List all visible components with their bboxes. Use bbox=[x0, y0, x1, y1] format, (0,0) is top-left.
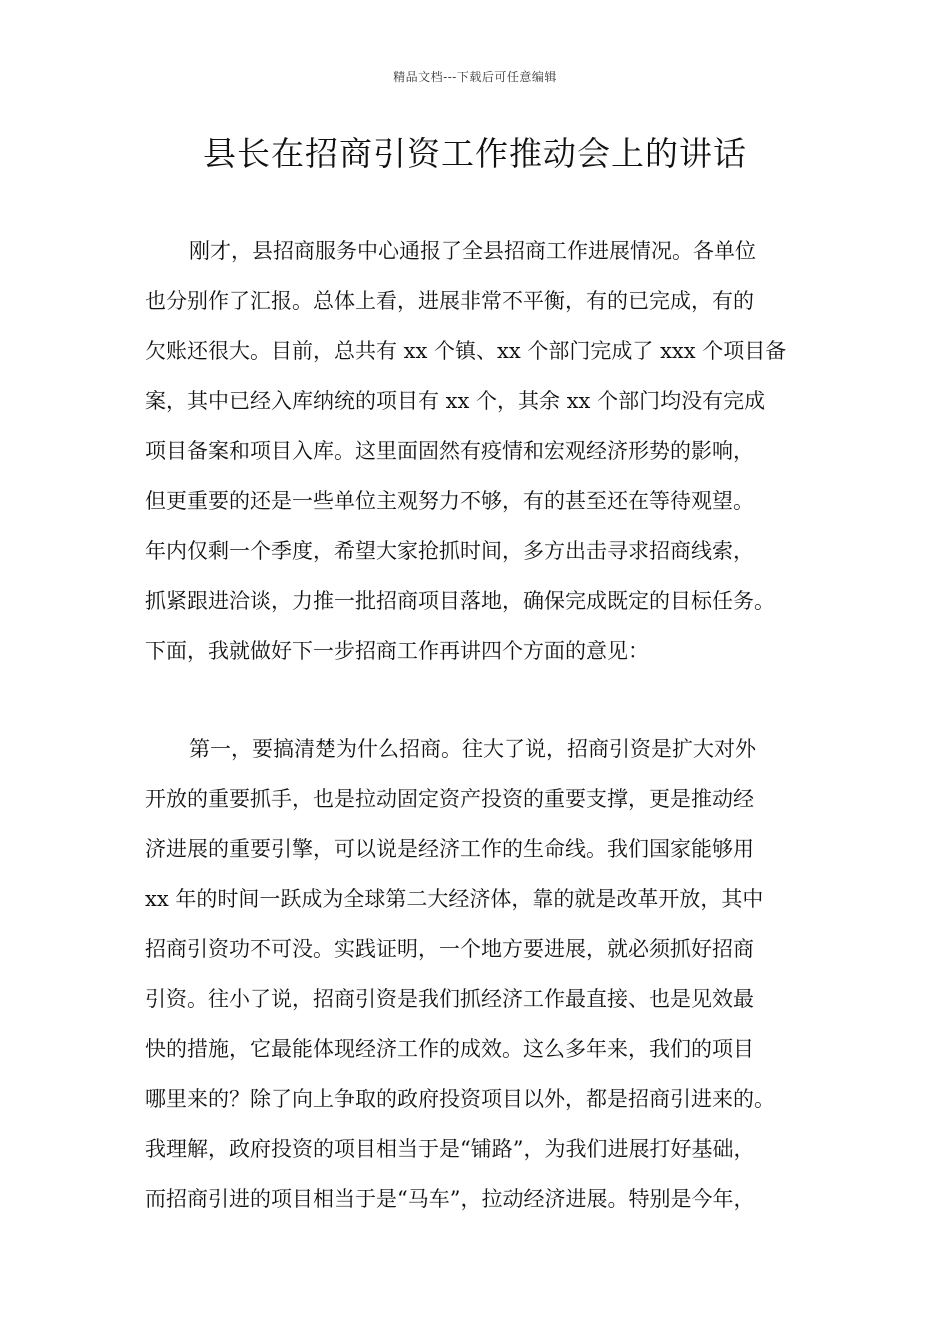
paragraph-line: 济进展的重要引擎，可以说是经济工作的生命线。我们国家能够用 bbox=[145, 837, 754, 861]
paragraph-line: 抓紧跟进洽谈，力推一批招商项目落地，确保完成既定的目标任务。 bbox=[145, 589, 775, 613]
paragraph-2 bbox=[145, 724, 825, 1224]
paragraph-line: xx 年的时间一跃成为全球第二大经济体，靠的就是改革开放，其中 bbox=[145, 887, 764, 911]
paragraph-line: 我理解，政府投资的项目相当于是“铺路”，为我们进展打好基础， bbox=[145, 1137, 755, 1161]
paragraph-line: 也分别作了汇报。总体上看，进展非常不平衡，有的已完成，有的 bbox=[145, 289, 754, 313]
paragraph-line: 引资。往小了说，招商引资是我们抓经济工作最直接、也是见效最 bbox=[145, 987, 754, 1011]
paragraph-line: 招商引资功不可没。实践证明，一个地方要进展，就必须抓好招商 bbox=[145, 937, 754, 961]
paragraph-line: 项目备案和项目入库。这里面固然有疫情和宏观经济形势的影响， bbox=[145, 439, 754, 463]
paragraph-line: 而招商引进的项目相当于是“马车”，拉动经济进展。特别是今年， bbox=[145, 1187, 755, 1211]
paragraph-line: 开放的重要抓手，也是拉动固定资产投资的重要支撑，更是推动经 bbox=[145, 787, 754, 811]
paragraph-line: 第一，要搞清楚为什么招商。往大了说，招商引资是扩大对外 bbox=[189, 737, 756, 761]
paragraph-line: 欠账还很大。目前，总共有 xx 个镇、xx 个部门完成了 xxx 个项目备 bbox=[145, 339, 787, 363]
document-title: 县长在招商引资工作推动会上的讲话 bbox=[203, 134, 747, 173]
paragraph-line: 案，其中已经入库纳统的项目有 xx 个，其余 xx 个部门均没有完成 bbox=[145, 389, 766, 413]
paragraph-line: 但更重要的还是一些单位主观努力不够，有的甚至还在等待观望。 bbox=[145, 489, 754, 513]
paragraph-line: 刚才，县招商服务中心通报了全县招商工作进展情况。各单位 bbox=[189, 239, 756, 263]
paragraph-line: 年内仅剩一个季度，希望大家抢抓时间，多方出击寻求招商线索， bbox=[145, 539, 754, 563]
paragraph-line: 下面，我就做好下一步招商工作再讲四个方面的意见： bbox=[145, 639, 649, 663]
header-note: 精品文档---下载后可任意编辑 bbox=[393, 70, 557, 84]
paragraph-line: 哪里来的？除了向上争取的政府投资项目以外，都是招商引进来的。 bbox=[145, 1087, 775, 1111]
paragraph-1 bbox=[145, 226, 825, 676]
paragraph-line: 快的措施，它最能体现经济工作的成效。这么多年来，我们的项目 bbox=[145, 1037, 754, 1061]
